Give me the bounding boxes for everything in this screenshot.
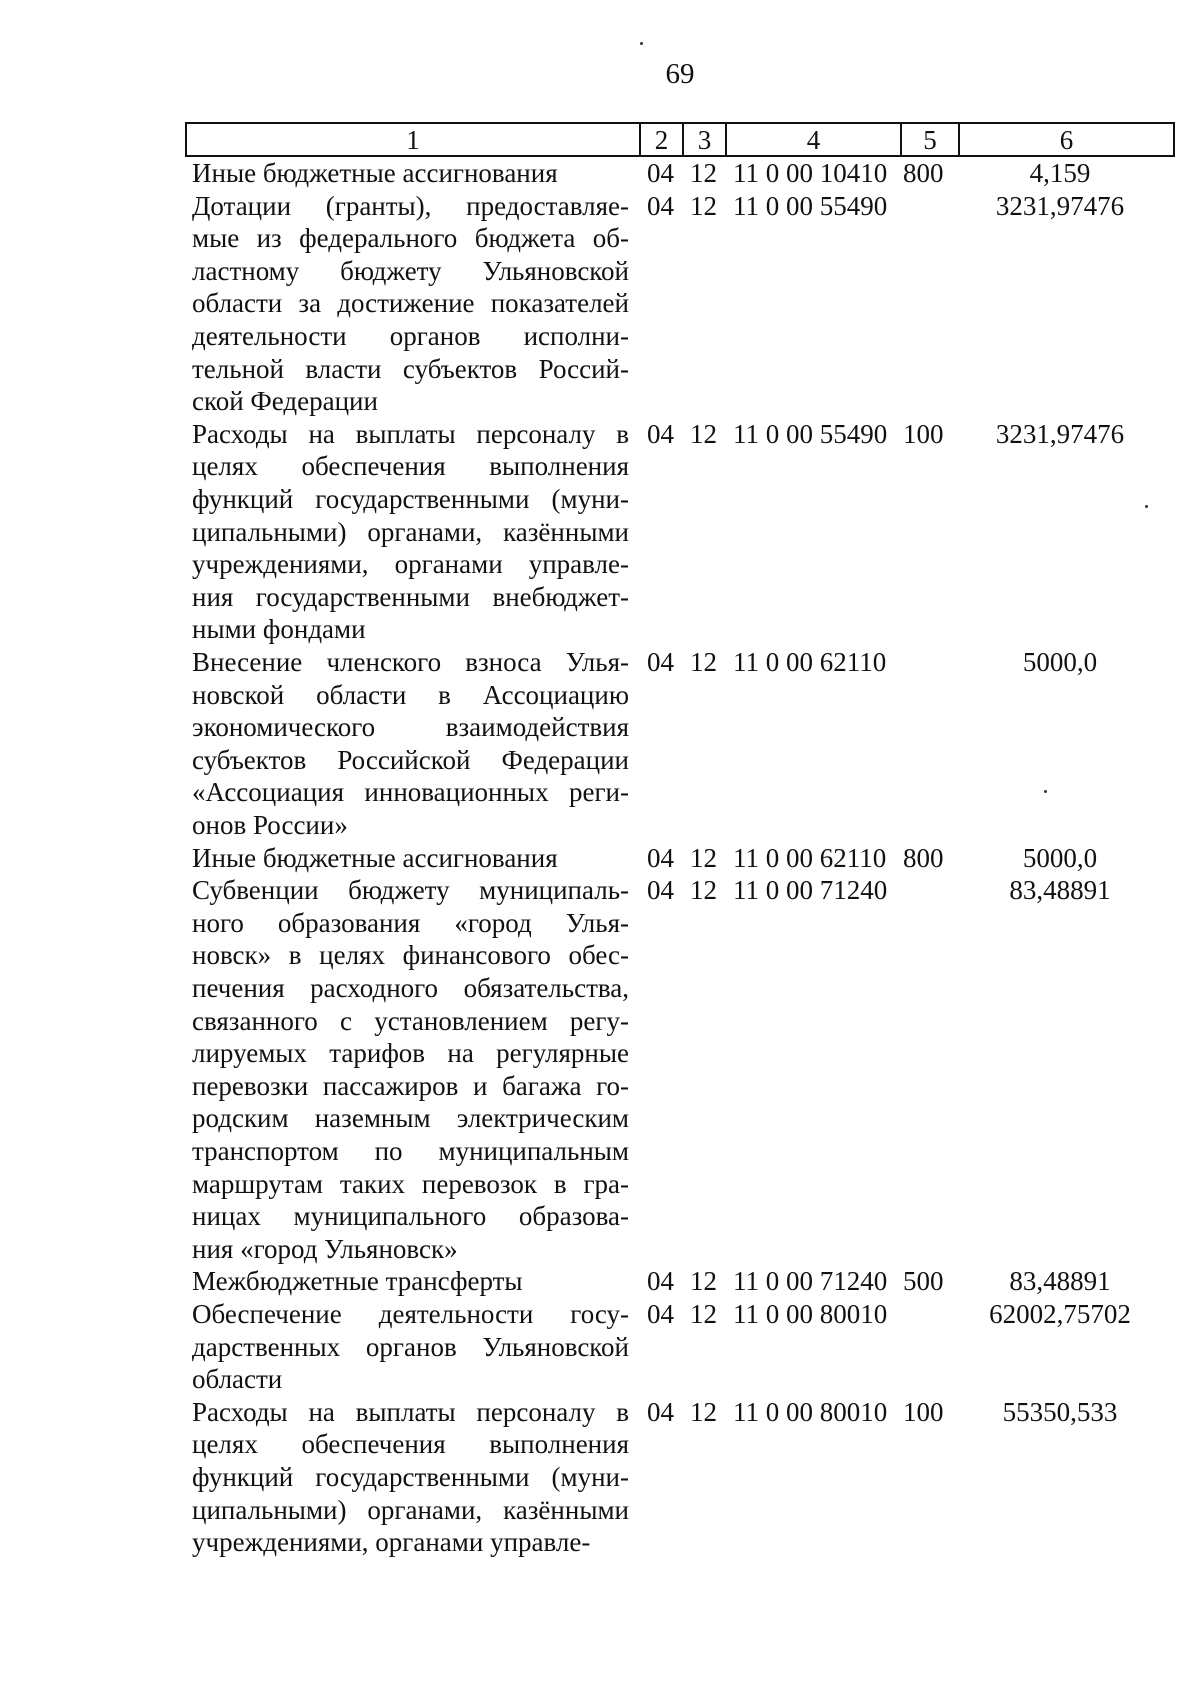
row-cell-c6: 3231,97476	[995, 190, 1125, 221]
row-cell-c6: 55350,533	[1002, 1396, 1118, 1427]
row-name-line: функций государственными (муни-	[192, 483, 629, 514]
row-name-line: ницах муниципального образова-	[192, 1201, 629, 1232]
row-name-cell	[192, 842, 629, 875]
column-header-row	[185, 122, 1175, 157]
row-name-line: целях обеспечения выполнения	[192, 451, 629, 482]
row-name-line: деятельности органов исполни-	[192, 320, 629, 351]
row-name-cell	[192, 1265, 629, 1298]
row-name-line: целях обеспечения выполнения	[192, 1429, 629, 1460]
row-name-cell	[192, 418, 629, 646]
row-cell-c3: 12	[690, 1266, 717, 1297]
column-header-2: 2	[640, 123, 683, 156]
row-name-line: онов России»	[192, 809, 348, 840]
row-name-line: ния государственными внебюджет-	[192, 581, 629, 612]
column-header-3: 3	[683, 123, 726, 156]
row-name-line: функций государственными (муни-	[192, 1461, 629, 1492]
column-header-4: 4	[726, 123, 901, 156]
row-name-line: субъектов Российской Федерации	[192, 744, 629, 775]
row-cell-c2: 04	[647, 418, 674, 449]
scan-speck	[1044, 790, 1047, 793]
row-cell-c4: 11 0 00 71240	[733, 875, 888, 906]
row-cell-c3: 12	[690, 158, 717, 188]
row-name-line: перевозки пассажиров и багажа го-	[192, 1070, 629, 1101]
row-cell-c6: 83,48891	[1009, 875, 1111, 906]
row-name-line: Дотации (гранты), предоставляе-	[192, 190, 629, 221]
row-name-line: «Ассоциация инновационных реги-	[192, 777, 629, 808]
row-cell-c3: 12	[690, 842, 717, 873]
row-cell-c3: 12	[690, 418, 717, 449]
row-name-line: Обеспечение деятельности госу-	[192, 1299, 629, 1329]
row-cell-c3: 12	[690, 1299, 717, 1329]
row-name-line: лируемых тарифов на регулярные	[192, 1038, 629, 1069]
row-name-line: дарственных органов Ульяновской	[192, 1331, 629, 1362]
row-cell-c3: 12	[690, 647, 717, 677]
row-cell-c4: 11 0 00 10410	[733, 158, 888, 188]
row-cell-c2: 04	[647, 190, 674, 221]
row-name-line: ния «город Ульяновск»	[192, 1233, 458, 1264]
row-cell-c5: 100	[903, 418, 944, 449]
row-cell-c3: 12	[690, 1396, 717, 1427]
row-name-line: ными фондами	[192, 614, 366, 645]
row-name-line: области за достижение показателей	[192, 288, 629, 319]
row-cell-c3: 12	[690, 875, 717, 906]
row-name-line: Иные бюджетные ассигнования	[192, 158, 558, 188]
row-name-line: ластному бюджету Ульяновской	[192, 255, 629, 286]
row-cell-c4: 11 0 00 55490	[733, 418, 888, 449]
row-cell-c2: 04	[647, 1396, 674, 1427]
row-cell-c5: 500	[903, 1266, 944, 1297]
scan-speck	[640, 42, 643, 45]
row-name-cell	[192, 874, 629, 1265]
row-cell-c2: 04	[647, 875, 674, 906]
page-number: 69	[665, 58, 695, 90]
row-name-line: Межбюджетные трансферты	[192, 1266, 523, 1297]
row-cell-c5: 800	[903, 842, 944, 873]
row-name-line: экономического взаимодействия	[192, 712, 629, 743]
row-name-line: учреждениями, органами управле-	[192, 1527, 591, 1558]
row-cell-c6: 5000,0	[1022, 647, 1098, 677]
column-header-1: 1	[186, 123, 640, 156]
row-name-line: тельной власти субъектов Россий-	[192, 353, 629, 384]
row-cell-c4: 11 0 00 62110	[733, 842, 887, 873]
row-cell-c4: 11 0 00 80010	[733, 1299, 888, 1329]
row-cell-c4: 11 0 00 62110	[733, 647, 887, 677]
row-name-line: ской Федерации	[192, 386, 378, 417]
row-cell-c4: 11 0 00 71240	[733, 1266, 888, 1297]
row-name-line: родским наземным электрическим	[192, 1103, 629, 1134]
row-name-line: области	[192, 1364, 283, 1395]
row-name-line: мые из федерального бюджета об-	[192, 223, 629, 254]
row-name-cell	[192, 190, 629, 418]
row-cell-c2: 04	[647, 842, 674, 873]
row-name-line: транспортом по муниципальным	[192, 1135, 629, 1166]
row-cell-c5: 800	[903, 158, 944, 188]
row-cell-c6: 3231,97476	[995, 418, 1125, 449]
row-cell-c5: 100	[903, 1396, 944, 1427]
row-cell-c2: 04	[647, 158, 674, 188]
row-cell-c2: 04	[647, 647, 674, 677]
row-cell-c2: 04	[647, 1299, 674, 1329]
row-cell-c6: 5000,0	[1022, 842, 1098, 873]
row-name-line: новской области в Ассоциацию	[192, 679, 629, 710]
row-name-line: маршрутам таких перевозок в гра-	[192, 1168, 629, 1199]
row-name-cell	[192, 1396, 629, 1559]
row-name-cell	[192, 646, 629, 842]
row-cell-c6: 62002,75702	[989, 1299, 1131, 1329]
row-cell-c4: 11 0 00 55490	[733, 190, 888, 221]
scan-speck	[1145, 505, 1148, 508]
row-name-line: Иные бюджетные ассигнования	[192, 842, 558, 873]
row-cell-c4: 11 0 00 80010	[733, 1396, 888, 1427]
row-name-line: Субвенции бюджету муниципаль-	[192, 875, 629, 906]
row-name-line: Расходы на выплаты персоналу в	[192, 418, 629, 449]
row-cell-c6: 83,48891	[1009, 1266, 1111, 1297]
row-cell-c2: 04	[647, 1266, 674, 1297]
row-name-line: Расходы на выплаты персоналу в	[192, 1396, 629, 1427]
row-name-cell	[192, 157, 629, 190]
row-cell-c6: 4,159	[1029, 158, 1091, 188]
row-name-line: учреждениями, органами управле-	[192, 549, 629, 580]
row-name-line: связанного с установлением регу-	[192, 1005, 629, 1036]
row-name-line: ного образования «город Улья-	[192, 907, 629, 938]
column-header-5: 5	[901, 123, 959, 156]
column-header-6: 6	[959, 123, 1174, 156]
row-name-cell	[192, 1298, 629, 1396]
row-name-line: печения расходного обязательства,	[192, 972, 629, 1003]
row-name-line: ципальными) органами, казёнными	[192, 1494, 629, 1525]
row-name-line: Внесение членского взноса Улья-	[192, 647, 629, 677]
row-name-line: ципальными) органами, казёнными	[192, 516, 629, 547]
row-name-line: новск» в целях финансового обес-	[192, 940, 629, 971]
row-cell-c3: 12	[690, 190, 717, 221]
